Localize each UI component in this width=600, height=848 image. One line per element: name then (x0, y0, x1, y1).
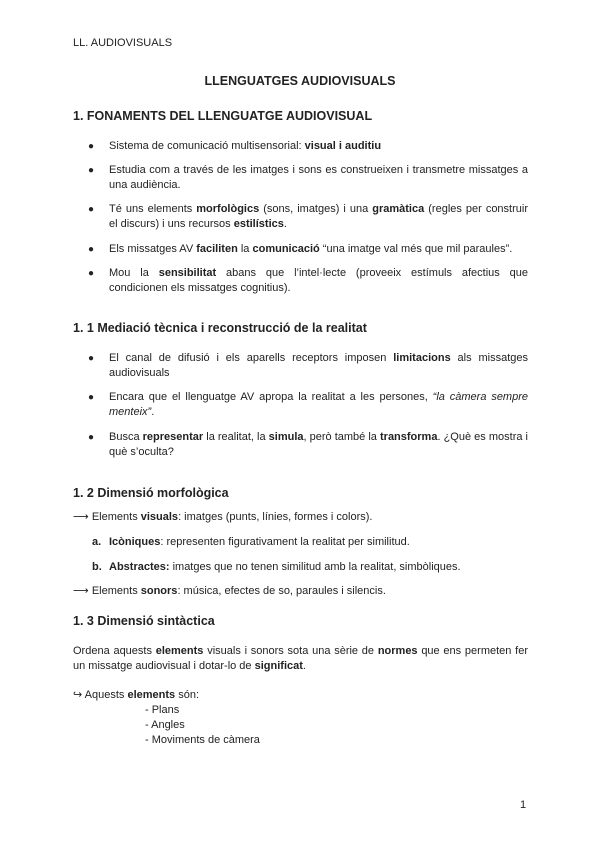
bullet-icon: ● (88, 244, 95, 255)
bullet-icon: ● (88, 353, 95, 364)
list-item: ● Encara que el llenguatge AV apropa la realitat a les persones, “la càmera sempre menteix”. (88, 391, 528, 418)
list-item: ● Els missatges AV faciliten la comunicació “una imatge val més que mil paraules”. (88, 243, 513, 255)
list-item: ● Sistema de comunicació multisensorial: visual i auditiu (88, 140, 382, 152)
list-item: b. Abstractes: imatges que no tenen similitud amb la realitat, simbòliques. (92, 561, 461, 573)
list-item: ● Busca representar la realitat, la simula, però també la transforma. ¿Què es mostra i què s’oculta? (88, 431, 528, 458)
section-1-1-heading: 1. 1 Mediació tècnica i reconstrucció de la realitat (73, 321, 367, 335)
elements-intro-line: ↪ Aquests elements són: (73, 689, 200, 701)
arrow-right-icon: ⟶ (73, 511, 89, 523)
list-item: - Angles (145, 719, 185, 731)
section-1-3-heading: 1. 3 Dimensió sintàctica (73, 614, 215, 628)
arrow-right-icon: ⟶ (73, 585, 89, 597)
list-item: ● Té uns elements morfològics (sons, imatges) i una gramàtica (regles per construir el discurs) i uns recursos estilístics. (88, 203, 528, 230)
elements-visuals-line: ⟶ Elements visuals: imatges (punts, línies, formes i colors). (73, 511, 373, 523)
list-item: ● Mou la sensibilitat abans que l’intel·lecte (proveeix estímuls afectius que condicionen els missatges cognitius). (88, 267, 528, 294)
running-header: LL. AUDIOVISUALS (73, 37, 173, 49)
bullet-icon: ● (88, 204, 95, 215)
elements-sonors-line: ⟶ Elements sonors: música, efectes de so, paraules i silencis. (73, 585, 386, 597)
bullet-icon: ● (88, 432, 95, 443)
paragraph: Ordena aquests elements visuals i sonors sota una sèrie de normes que ens permeten fer un missatge audiovisual i dotar-lo de significat. (73, 645, 528, 672)
bullet-icon: ● (88, 268, 95, 279)
page-number: 1 (520, 799, 527, 811)
list-item: ● El canal de difusió i els aparells receptors imposen limitacions als missatges audiovisuals (88, 352, 528, 379)
bullet-icon: ● (88, 392, 95, 403)
document-title: LLENGUATGES AUDIOVISUALS (204, 74, 396, 88)
section-1-heading: 1. FONAMENTS DEL LLENGUATGE AUDIOVISUAL (73, 109, 373, 123)
list-item: a. Icòniques: representen figurativament la realitat per similitud. (92, 536, 410, 548)
bullet-icon: ● (88, 141, 95, 152)
return-arrow-icon: ↪ (73, 689, 83, 701)
list-item: ● Estudia com a través de les imatges i sons es construeixen i transmetre missatges a una audiència. (88, 164, 528, 191)
bullet-icon: ● (88, 165, 95, 176)
list-item: - Moviments de càmera (145, 734, 260, 746)
section-1-2-heading: 1. 2 Dimensió morfològica (73, 486, 229, 500)
list-item: - Plans (145, 704, 180, 716)
